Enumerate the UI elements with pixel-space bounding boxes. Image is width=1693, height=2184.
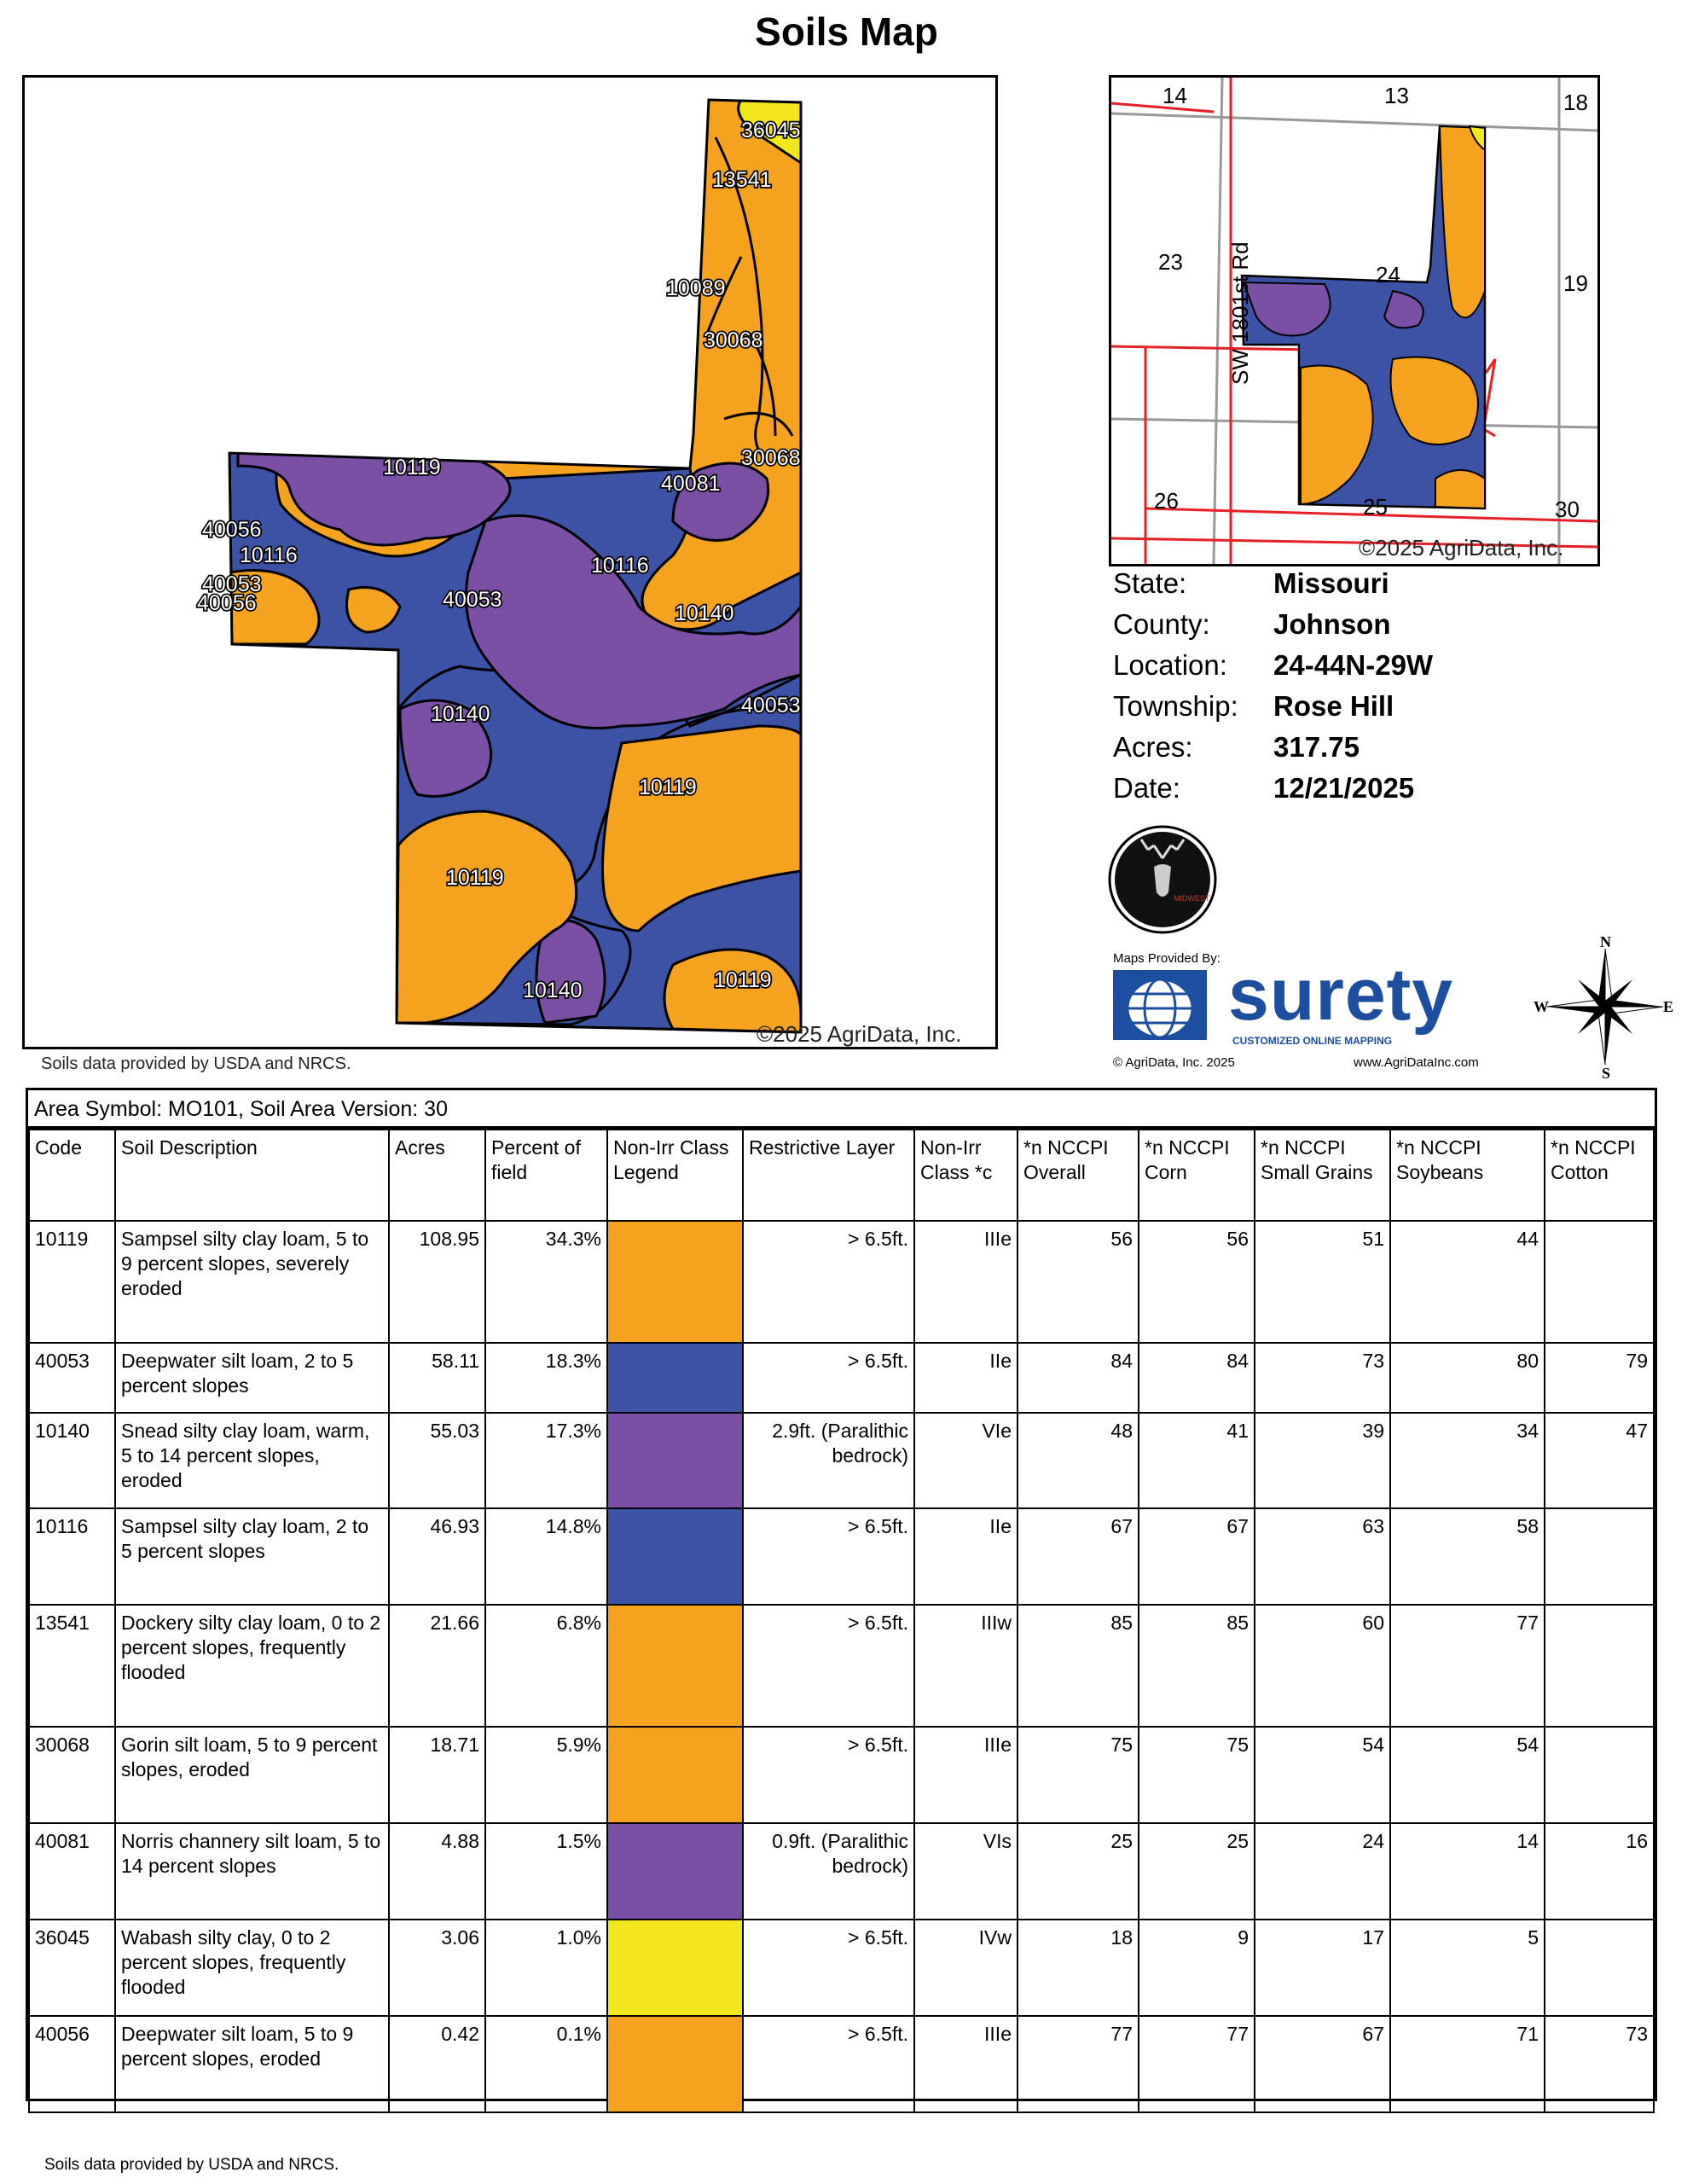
map-label: 36045	[741, 119, 801, 142]
cell-nccpi-small: 60	[1255, 1605, 1390, 1727]
cell-code: 40081	[29, 1823, 115, 1920]
cell-description: Norris channery silt loam, 5 to 14 percent slopes	[115, 1823, 389, 1920]
cell-nccpi-overall: 56	[1018, 1221, 1139, 1343]
col-nccpi-cotton: *n NCCPI Cotton	[1545, 1130, 1654, 1221]
cell-nccpi-overall: 75	[1018, 1727, 1139, 1823]
cell-nccpi-corn: 67	[1139, 1508, 1255, 1605]
cell-nccpi-cotton: 16	[1545, 1823, 1654, 1920]
section-label: 18	[1563, 90, 1588, 115]
cell-percent: 17.3%	[485, 1413, 607, 1508]
map-label: 10116	[240, 543, 298, 567]
map-label: 10119	[714, 968, 772, 992]
cell-acres: 55.03	[389, 1413, 485, 1508]
col-description: Soil Description	[115, 1130, 389, 1221]
cell-legend-swatch	[607, 1823, 743, 1920]
legend-swatch	[608, 1509, 742, 1604]
cell-nccpi-cotton	[1545, 1920, 1654, 2016]
col-acres: Acres	[389, 1130, 485, 1221]
location-map[interactable]	[1109, 75, 1600, 566]
map-label: 10140	[523, 979, 583, 1002]
cell-nccpi-overall: 48	[1018, 1413, 1139, 1508]
cell-legend-swatch	[607, 1508, 743, 1605]
map-label: 10140	[675, 601, 734, 625]
cell-class: IIe	[914, 1343, 1018, 1413]
cell-legend-swatch	[607, 1221, 743, 1343]
cell-nccpi-cotton	[1545, 1221, 1654, 1343]
legend-swatch	[608, 1414, 742, 1507]
cell-class: IIIe	[914, 2016, 1018, 2112]
cell-nccpi-overall: 18	[1018, 1920, 1139, 2016]
section-label: 13	[1384, 83, 1409, 108]
surety-branding: Maps Provided By: surety CUSTOMIZED ONLINE MAPPING © AgriData, Inc. 2025 www.AgriDataInc.com	[1113, 951, 1479, 1070]
section-label: 25	[1363, 494, 1388, 520]
cell-acres: 18.71	[389, 1727, 485, 1823]
cell-restrictive: > 6.5ft.	[743, 1343, 914, 1413]
cell-legend-swatch	[607, 1920, 743, 2016]
cell-nccpi-overall: 67	[1018, 1508, 1139, 1605]
page-title: Soils Map	[755, 9, 938, 54]
cell-code: 13541	[29, 1605, 115, 1727]
cell-percent: 0.1%	[485, 2016, 607, 2112]
cell-nccpi-small: 63	[1255, 1508, 1390, 1605]
map-label: 40053	[741, 694, 801, 717]
midwest-logo	[1107, 824, 1218, 935]
table-row	[29, 1823, 1654, 1920]
col-nccpi-small: *n NCCPI Small Grains	[1255, 1130, 1390, 1221]
map-label: 10089	[666, 276, 726, 300]
surety-brand: surety	[1228, 954, 1454, 1036]
cell-class: IVw	[914, 1920, 1018, 2016]
cell-percent: 6.8%	[485, 1605, 607, 1727]
table-row	[29, 1221, 1654, 1343]
cell-nccpi-cotton: 73	[1545, 2016, 1654, 2112]
cell-nccpi-cotton	[1545, 1727, 1654, 1823]
cell-nccpi-soy: 14	[1390, 1823, 1545, 1920]
map-label: 40053	[202, 572, 262, 596]
table-row	[29, 1920, 1654, 2016]
cell-percent: 1.5%	[485, 1823, 607, 1920]
cell-nccpi-soy: 58	[1390, 1508, 1545, 1605]
table-row	[29, 1508, 1654, 1605]
cell-description: Sampsel silty clay loam, 2 to 5 percent slopes	[115, 1508, 389, 1605]
cell-restrictive: 0.9ft. (Paralithic bedrock)	[743, 1823, 914, 1920]
cell-nccpi-overall: 77	[1018, 2016, 1139, 2112]
cell-description: Sampsel silty clay loam, 5 to 9 percent slopes, severely eroded	[115, 1221, 389, 1343]
legend-swatch	[608, 1728, 742, 1822]
globe-icon	[1113, 970, 1207, 1040]
cell-legend-swatch	[607, 2016, 743, 2112]
cell-percent: 1.0%	[485, 1920, 607, 2016]
cell-class: VIe	[914, 1413, 1018, 1508]
map-label: 10116	[591, 554, 649, 578]
cell-restrictive: > 6.5ft.	[743, 1727, 914, 1823]
map-label: 40056	[202, 518, 262, 542]
cell-code: 40056	[29, 2016, 115, 2112]
cell-nccpi-corn: 9	[1139, 1920, 1255, 2016]
cell-nccpi-soy: 54	[1390, 1727, 1545, 1823]
location-map-copyright: ©2025 AgriData, Inc.	[1359, 535, 1564, 561]
cell-class: IIIe	[914, 1727, 1018, 1823]
info-location: Location: 24-44N-29W	[1113, 649, 1434, 681]
cell-class: IIe	[914, 1508, 1018, 1605]
info-date: Date: 12/21/2025	[1113, 772, 1415, 804]
cell-acres: 4.88	[389, 1823, 485, 1920]
cell-description: Wabash silty clay, 0 to 2 percent slopes, frequently flooded	[115, 1920, 389, 2016]
table-row	[29, 1413, 1654, 1508]
cell-code: 10119	[29, 1221, 115, 1343]
cell-restrictive: > 6.5ft.	[743, 1920, 914, 2016]
cell-nccpi-soy: 71	[1390, 2016, 1545, 2112]
map-label: 40081	[661, 472, 721, 496]
col-restrictive: Restrictive Layer	[743, 1130, 914, 1221]
info-state: State: Missouri	[1113, 567, 1389, 599]
svg-text:E: E	[1663, 998, 1674, 1015]
cell-acres: 0.42	[389, 2016, 485, 2112]
cell-acres: 58.11	[389, 1343, 485, 1413]
cell-percent: 14.8%	[485, 1508, 607, 1605]
cell-nccpi-small: 17	[1255, 1920, 1390, 2016]
cell-nccpi-corn: 56	[1139, 1221, 1255, 1343]
compass-icon	[1534, 933, 1676, 1082]
info-township: Township: Rose Hill	[1113, 690, 1394, 722]
table-row	[29, 1727, 1654, 1823]
cell-acres: 21.66	[389, 1605, 485, 1727]
cell-nccpi-corn: 84	[1139, 1343, 1255, 1413]
cell-code: 10116	[29, 1508, 115, 1605]
map-label: 10140	[431, 702, 490, 726]
legend-swatch	[608, 1920, 742, 2015]
table-row	[29, 1605, 1654, 1727]
cell-nccpi-soy: 80	[1390, 1343, 1545, 1413]
soils-credit: Soils data provided by USDA and NRCS.	[41, 1054, 351, 1073]
cell-nccpi-small: 24	[1255, 1823, 1390, 1920]
cell-nccpi-small: 73	[1255, 1343, 1390, 1413]
cell-nccpi-overall: 84	[1018, 1343, 1139, 1413]
cell-description: Snead silty clay loam, warm, 5 to 14 percent slopes, eroded	[115, 1413, 389, 1508]
cell-description: Gorin silt loam, 5 to 9 percent slopes, eroded	[115, 1727, 389, 1823]
cell-acres: 46.93	[389, 1508, 485, 1605]
col-percent: Percent of field	[485, 1130, 607, 1221]
legend-swatch	[608, 2017, 742, 2111]
cell-nccpi-corn: 85	[1139, 1605, 1255, 1727]
cell-nccpi-corn: 25	[1139, 1823, 1255, 1920]
cell-percent: 18.3%	[485, 1343, 607, 1413]
area-symbol: Area Symbol: MO101, Soil Area Version: 30	[28, 1090, 1655, 1129]
cell-percent: 5.9%	[485, 1727, 607, 1823]
cell-nccpi-cotton	[1545, 1605, 1654, 1727]
section-label: 24	[1376, 262, 1400, 288]
cell-nccpi-overall: 85	[1018, 1605, 1139, 1727]
cell-nccpi-small: 54	[1255, 1727, 1390, 1823]
map-copyright: ©2025 AgriData, Inc.	[757, 1021, 962, 1047]
cell-code: 10140	[29, 1413, 115, 1508]
legend-swatch	[608, 1606, 742, 1726]
cell-class: VIs	[914, 1823, 1018, 1920]
cell-nccpi-cotton: 47	[1545, 1413, 1654, 1508]
map-label: 30068	[741, 446, 801, 470]
map-label: 40053	[443, 588, 502, 612]
cell-acres: 3.06	[389, 1920, 485, 2016]
cell-class: IIIe	[914, 1221, 1018, 1343]
section-label: 14	[1162, 83, 1187, 108]
map-label: 40056	[197, 591, 257, 615]
cell-description: Deepwater silt loam, 5 to 9 percent slopes, eroded	[115, 2016, 389, 2112]
property-info	[1113, 563, 1433, 809]
col-legend: Non-Irr Class Legend	[607, 1130, 743, 1221]
legend-swatch	[608, 1222, 742, 1342]
map-label: 13541	[712, 168, 772, 192]
cell-nccpi-corn: 77	[1139, 2016, 1255, 2112]
soils-map[interactable]	[22, 75, 998, 1049]
cell-nccpi-soy: 34	[1390, 1413, 1545, 1508]
cell-nccpi-small: 51	[1255, 1221, 1390, 1343]
soils-data-table	[28, 1129, 1655, 2113]
map-label: 30068	[704, 328, 763, 352]
compass-rose	[1534, 933, 1676, 1082]
cell-nccpi-small: 39	[1255, 1413, 1390, 1508]
cell-legend-swatch	[607, 1343, 743, 1413]
road-label: SW 1801st Rd	[1227, 241, 1253, 385]
cell-restrictive: > 6.5ft.	[743, 2016, 914, 2112]
cell-nccpi-corn: 75	[1139, 1727, 1255, 1823]
info-acres: Acres: 317.75	[1113, 731, 1360, 763]
map-label: 10119	[383, 456, 441, 479]
col-nccpi-overall: *n NCCPI Overall	[1018, 1130, 1139, 1221]
cell-restrictive: > 6.5ft.	[743, 1605, 914, 1727]
col-nccpi-corn: *n NCCPI Corn	[1139, 1130, 1255, 1221]
cell-nccpi-cotton	[1545, 1508, 1654, 1605]
section-label: 19	[1563, 270, 1588, 296]
cell-nccpi-soy: 44	[1390, 1221, 1545, 1343]
cell-nccpi-soy: 5	[1390, 1920, 1545, 2016]
legend-swatch	[608, 1344, 742, 1412]
cell-restrictive: > 6.5ft.	[743, 1221, 914, 1343]
table-row	[29, 2016, 1654, 2112]
legend-swatch	[608, 1824, 742, 1919]
section-label: 23	[1158, 249, 1183, 275]
svg-text:W: W	[1534, 998, 1549, 1015]
table-header	[29, 1130, 1654, 1221]
cell-nccpi-soy: 77	[1390, 1605, 1545, 1727]
location-map-canvas	[1111, 78, 1597, 564]
section-label: 30	[1555, 497, 1580, 522]
cell-code: 30068	[29, 1727, 115, 1823]
cell-nccpi-small: 67	[1255, 2016, 1390, 2112]
soils-table	[26, 1088, 1657, 2101]
col-class: Non-Irr Class *c	[914, 1130, 1018, 1221]
cell-nccpi-cotton: 79	[1545, 1343, 1654, 1413]
cell-acres: 108.95	[389, 1221, 485, 1343]
cell-description: Dockery silty clay loam, 0 to 2 percent slopes, frequently flooded	[115, 1605, 389, 1727]
section-label: 26	[1154, 488, 1179, 514]
cell-legend-swatch	[607, 1727, 743, 1823]
cell-class: IIIw	[914, 1605, 1018, 1727]
cell-restrictive: 2.9ft. (Paralithic bedrock)	[743, 1413, 914, 1508]
map-label: 10119	[446, 866, 504, 890]
soils-map-canvas	[25, 78, 995, 1047]
cell-nccpi-corn: 41	[1139, 1413, 1255, 1508]
table-row	[29, 1343, 1654, 1413]
svg-text:MIDWEST: MIDWEST	[1174, 894, 1210, 903]
cell-code: 40053	[29, 1343, 115, 1413]
footer-credit: Soils data provided by USDA and NRCS.	[44, 2156, 339, 2174]
map-label: 10119	[639, 775, 697, 799]
info-county: County: Johnson	[1113, 608, 1391, 640]
col-code: Code	[29, 1130, 115, 1221]
cell-legend-swatch	[607, 1605, 743, 1727]
svg-text:N: N	[1600, 933, 1611, 950]
cell-nccpi-overall: 25	[1018, 1823, 1139, 1920]
cell-code: 36045	[29, 1920, 115, 2016]
cell-percent: 34.3%	[485, 1221, 607, 1343]
cell-legend-swatch	[607, 1413, 743, 1508]
svg-text:S: S	[1602, 1065, 1611, 1082]
col-nccpi-soy: *n NCCPI Soybeans	[1390, 1130, 1545, 1221]
cell-restrictive: > 6.5ft.	[743, 1508, 914, 1605]
cell-description: Deepwater silt loam, 2 to 5 percent slopes	[115, 1343, 389, 1413]
